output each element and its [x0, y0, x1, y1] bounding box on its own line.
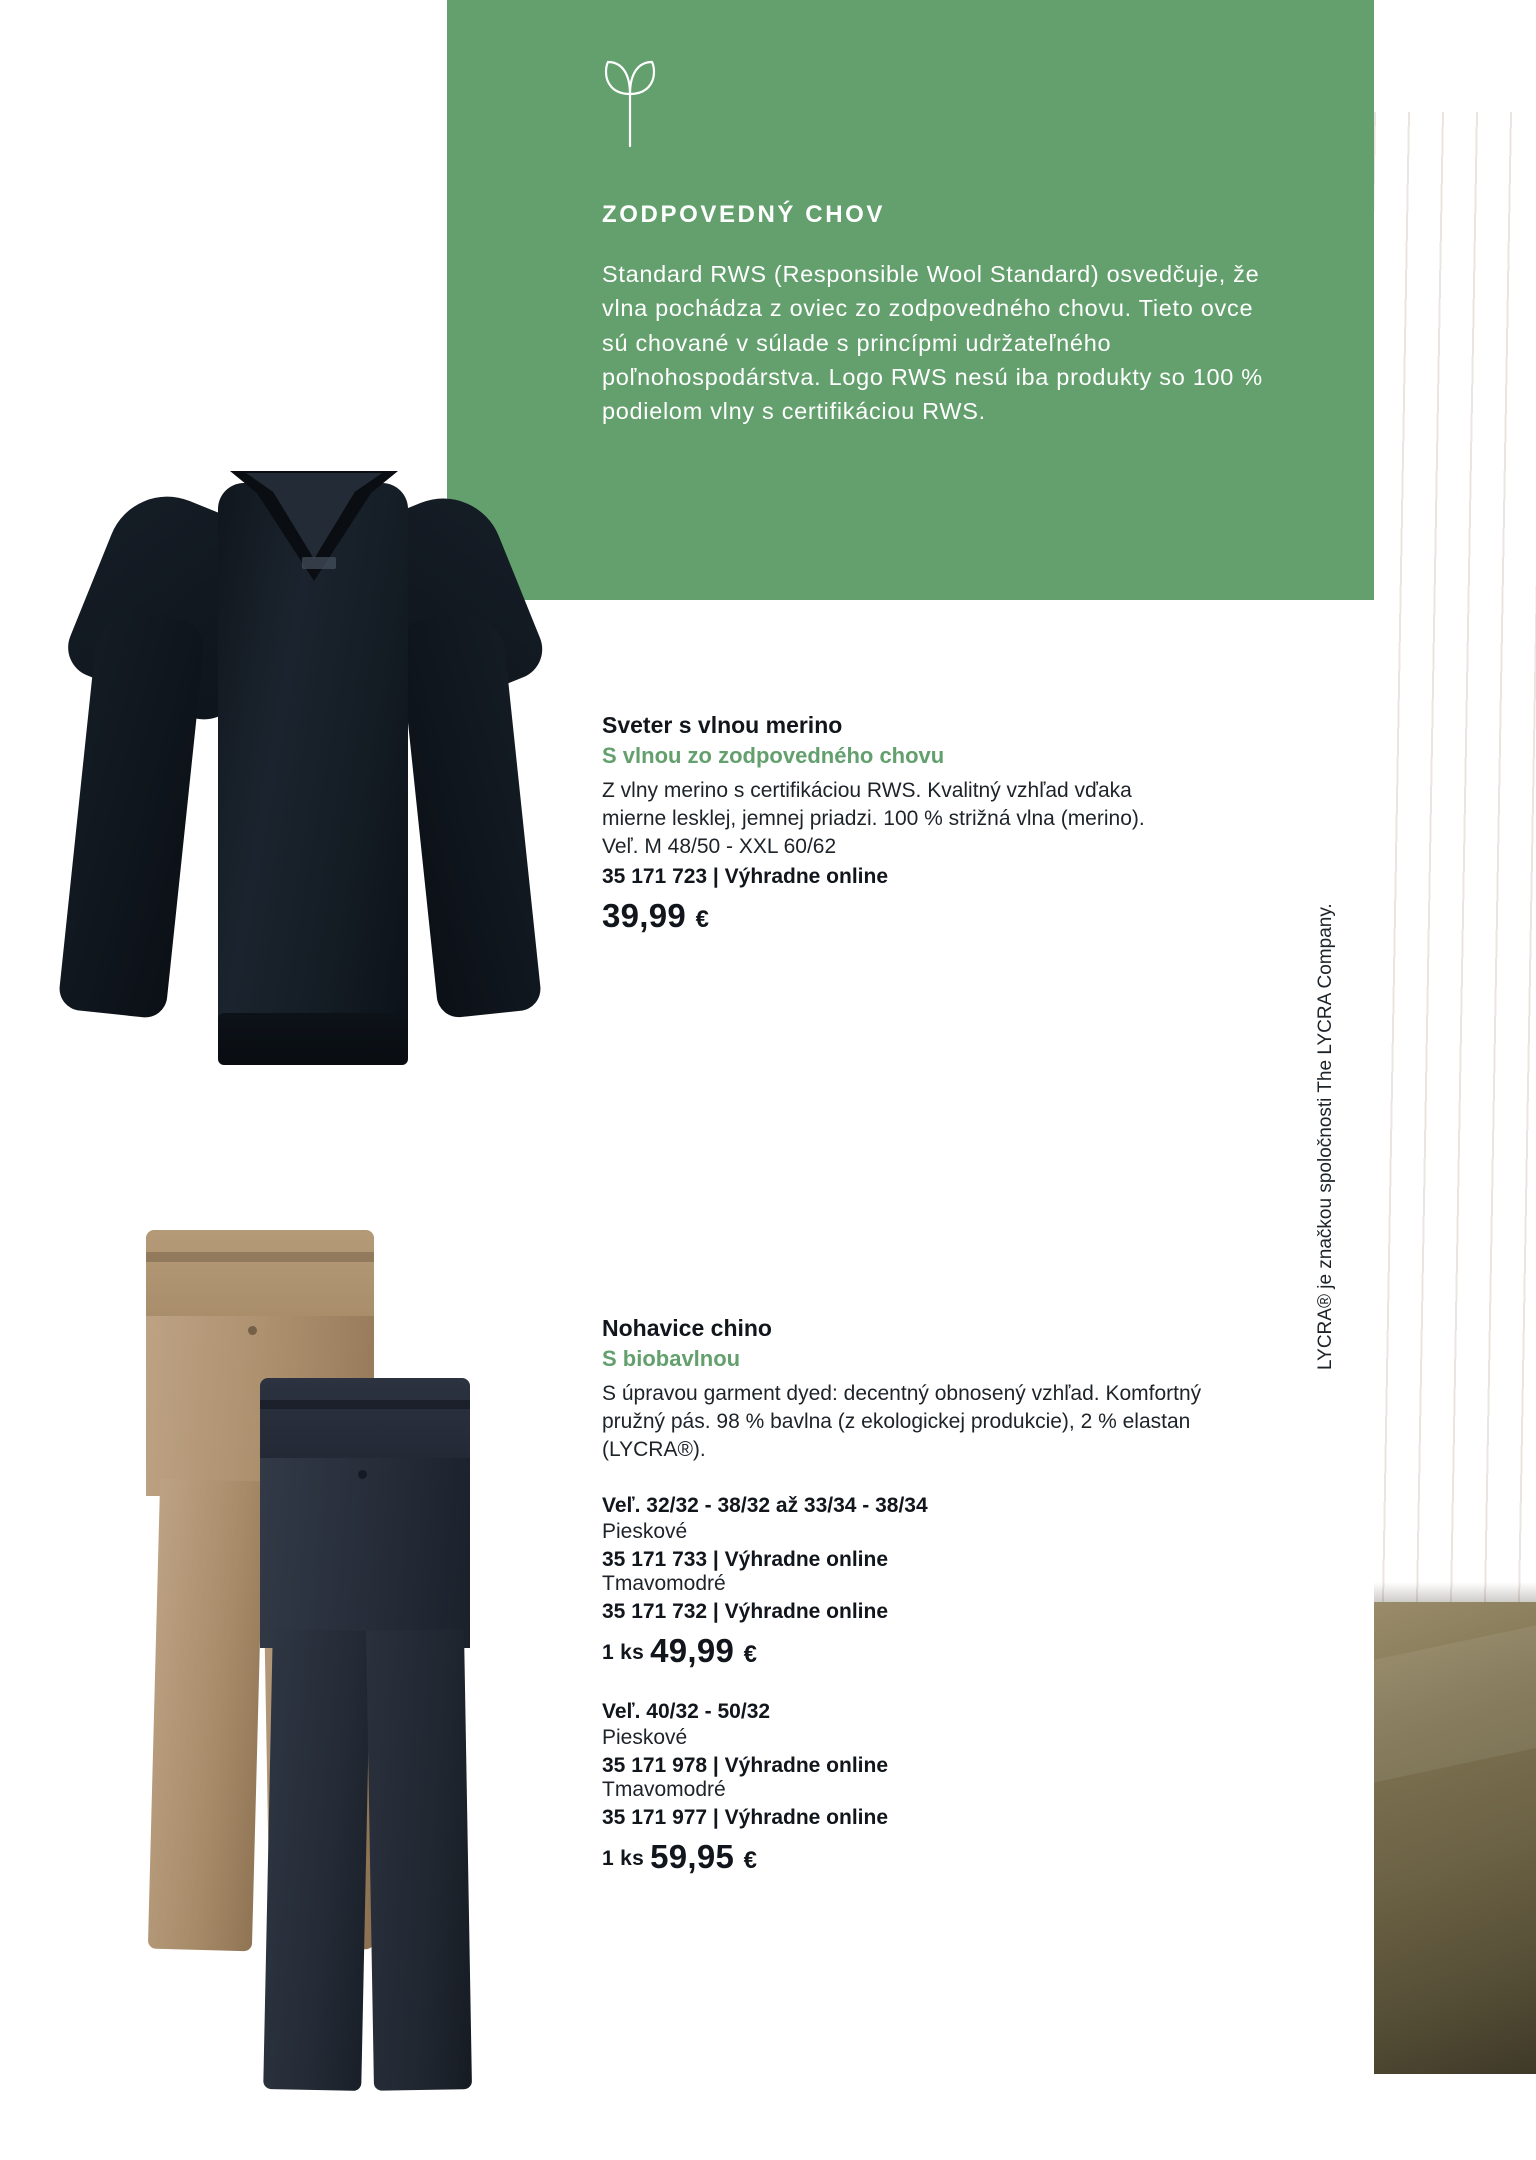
variant-block: [602, 1494, 1222, 1670]
wood-floor-photo: [1374, 112, 1536, 2074]
product-subtitle: S vlnou zo zodpovedného chovu: [602, 743, 945, 768]
product-title: Sveter s vlnou merino: [602, 712, 843, 738]
product-title: Nohavice chino: [602, 1315, 772, 1341]
beige-trousers-waistband: [146, 1230, 374, 1316]
product-price: [602, 897, 1162, 935]
variant-price-value: 49,99: [650, 1631, 735, 1669]
variant-color-name: Tmavomodré: [602, 1777, 726, 1801]
variant-price: [602, 1838, 1222, 1876]
variant-currency: €: [743, 1640, 758, 1668]
variant-currency: €: [743, 1846, 758, 1874]
sweater-neck-label: [302, 557, 336, 569]
variant-sizes: Veľ. 32/32 - 38/32 až 33/34 - 38/34: [602, 1493, 928, 1517]
navy-trousers-leg-right: [366, 1629, 472, 2091]
variant-quantity: 1 ks: [602, 1846, 645, 1870]
panel-body: Standard RWS (Responsible Wool Standard) osvedčuje, že vlna pochádza z oviec zo zodpovedného chovu. Tieto ovce sú chované v súlade s princípmi udržateľného poľnohospodárstva. Logo RWS nesú iba produkty so 100 % podielom vlny s certifikáciou RWS.: [602, 261, 1263, 425]
variant-color-code: 35 171 977 | Výhradne online: [602, 1805, 889, 1829]
product-description: S úpravou garment dyed: decentný obnosený vzhľad. Komfortný pružný pás. 98 % bavlna (z ekologickej produkcie), 2 % elastan (LYCRA®).: [602, 1382, 1202, 1461]
navy-trousers-waistband: [260, 1378, 470, 1458]
navy-trousers-button: [358, 1470, 367, 1479]
product-description: Z vlny merino s certifikáciou RWS. Kvalitný vzhľad vďaka mierne lesklej, jemnej priadzi. 100 % strižná vlna (merino). Veľ. M 48/50 - XXL 60/62: [602, 779, 1145, 858]
variant-block: [602, 1700, 1222, 1876]
responsible-farming-panel: [447, 0, 1374, 600]
beige-trousers-belt-loop-line: [146, 1252, 374, 1262]
product-sweater-text: [602, 712, 1162, 935]
variant-sizes: Veľ. 40/32 - 50/32: [602, 1699, 771, 1723]
chino-trousers-product-image: [120, 1230, 550, 2080]
jacket-photo: [1374, 1602, 1536, 2074]
beige-trousers-leg-left: [148, 1479, 264, 1952]
product-chino-text: [602, 1315, 1222, 1876]
navy-trousers-belt-loop-line: [260, 1400, 470, 1409]
variant-color-name: Pieskové: [602, 1725, 688, 1749]
beige-trousers-button: [248, 1326, 257, 1335]
variant-price-value: 59,95: [650, 1837, 735, 1875]
lycra-trademark-note: LYCRA® je značkou spoločnosti The LYCRA Company.: [1315, 903, 1336, 1370]
variant-quantity: 1 ks: [602, 1640, 645, 1664]
product-subtitle: S biobavlnou: [602, 1346, 741, 1371]
panel-heading: ZODPOVEDNÝ CHOV: [602, 201, 886, 228]
variant-color-code: 35 171 978 | Výhradne online: [602, 1753, 889, 1777]
variant-color-name: Pieskové: [602, 1519, 688, 1543]
variant-color-code: 35 171 732 | Výhradne online: [602, 1599, 889, 1623]
navy-trousers-leg-left: [263, 1629, 371, 2091]
product-code: 35 171 723 | Výhradne online: [602, 864, 889, 888]
variant-color-code: 35 171 733 | Výhradne online: [602, 1547, 889, 1571]
variant-color-name: Tmavomodré: [602, 1571, 726, 1595]
sweater-product-image: [70, 465, 530, 1090]
sweater-hem: [218, 1013, 408, 1065]
product-price-value: 39,99: [602, 896, 687, 934]
variant-price: [602, 1632, 1222, 1670]
leaf-icon: [602, 60, 1294, 153]
product-currency: €: [695, 905, 710, 933]
